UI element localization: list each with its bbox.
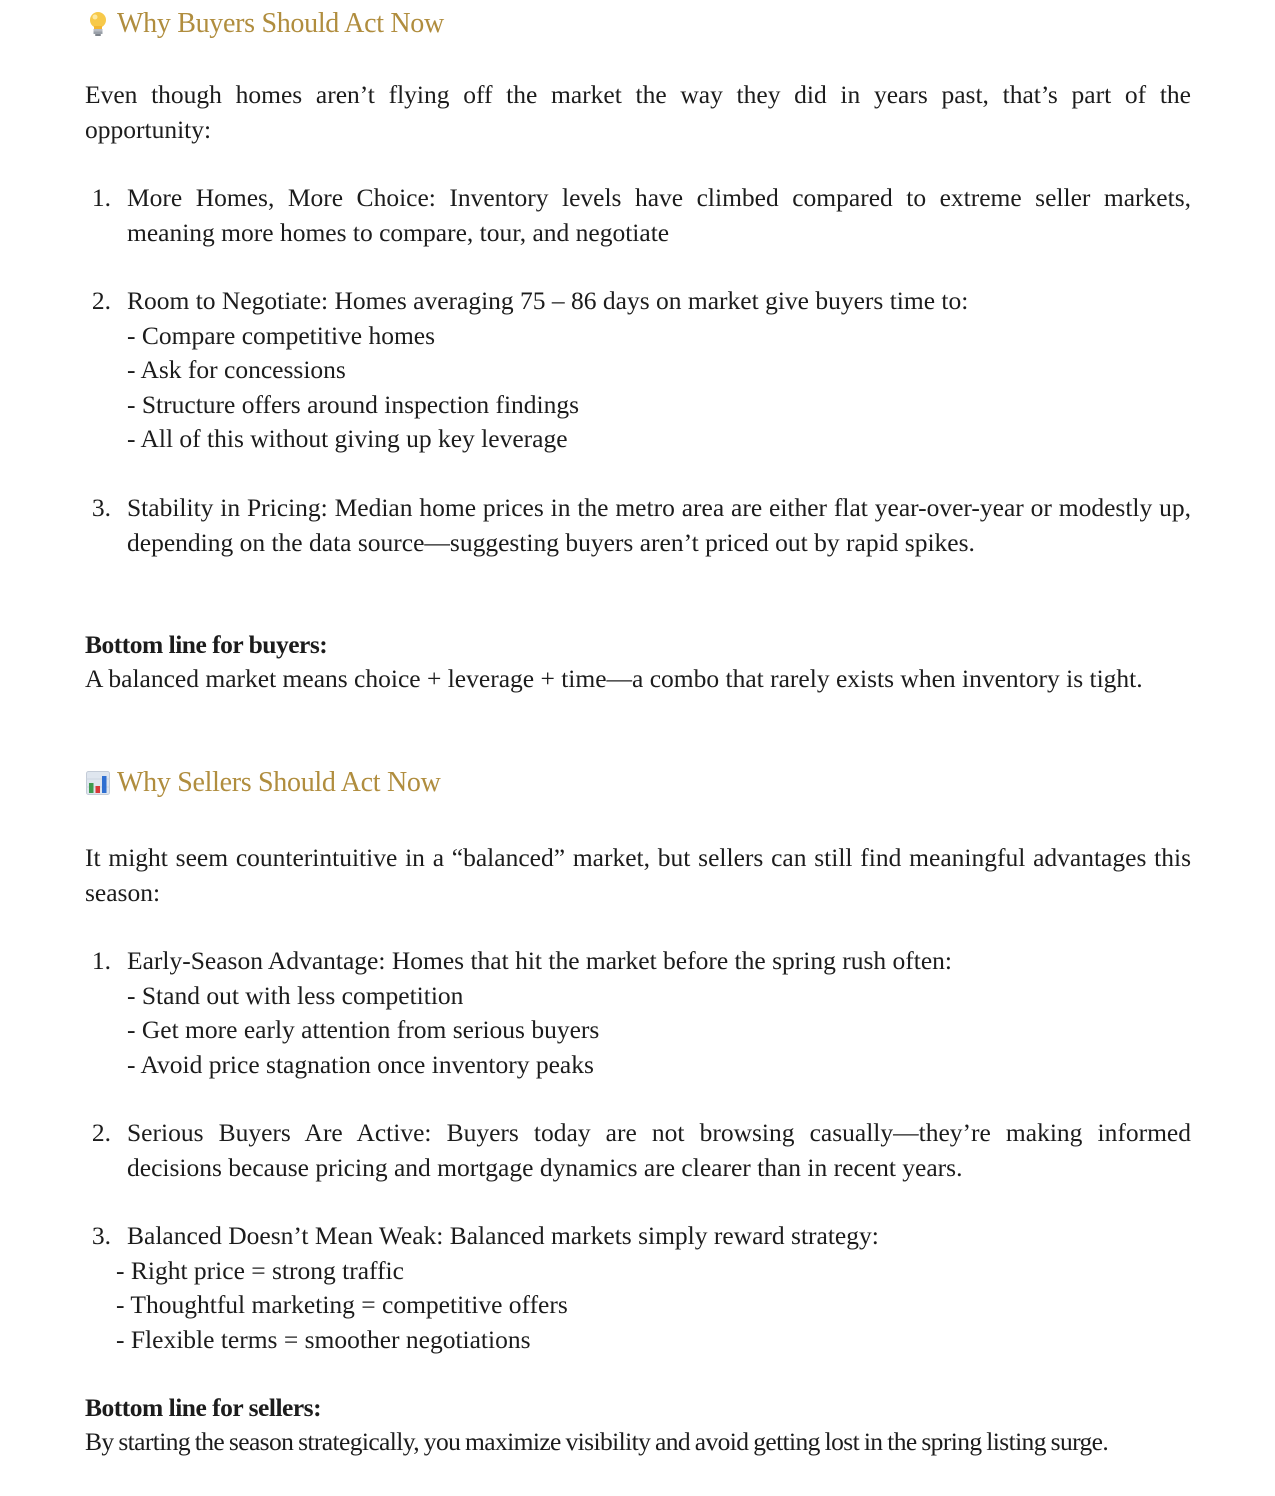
list-item-number: 1. bbox=[91, 946, 111, 975]
sellers-reasons-list-3 bbox=[85, 1219, 1191, 1357]
sellers-intro-paragraph: It might seem counterintuitive in a “balanced” market, but sellers can still find meaningful advantages this season: bbox=[85, 843, 1191, 907]
list-item bbox=[85, 284, 1191, 457]
sub-item: - Compare competitive homes bbox=[127, 320, 436, 350]
bar-chart-icon bbox=[85, 770, 111, 796]
sub-item: - Get more early attention from serious buyers bbox=[127, 1015, 600, 1044]
buyers-reasons-list bbox=[85, 181, 1191, 250]
list-item-text: Serious Buyers Are Active: Buyers today are not browsing casually—they’re making informed decisions because pricing and mortgage dynamics are clearer than in recent years. bbox=[127, 1118, 1191, 1182]
list-item bbox=[85, 491, 1191, 560]
list-item-text: Balanced Doesn’t Mean Weak: Balanced markets simply reward strategy: bbox=[127, 1221, 879, 1250]
sellers-reasons-list bbox=[85, 944, 1191, 1082]
sellers-bottom-line-label: Bottom line for sellers: bbox=[85, 1393, 322, 1422]
sub-item: - Ask for concessions bbox=[127, 355, 346, 384]
list-item-number: 3. bbox=[91, 1221, 111, 1250]
sub-item: - Avoid price stagnation once inventory peaks bbox=[127, 1049, 594, 1079]
list-item-number: 2. bbox=[91, 286, 111, 315]
list-item-text: Room to Negotiate: Homes averaging 75 – 86 days on market give buyers time to: bbox=[127, 286, 969, 315]
list-item bbox=[85, 944, 1191, 1082]
buyers-intro-paragraph: Even though homes aren’t flying off the market the way they did in years past, that’s part of the opportunity: bbox=[85, 80, 1191, 144]
list-item-number: 3. bbox=[91, 493, 111, 522]
sub-item: - Flexible terms = smoother negotiations bbox=[116, 1324, 531, 1354]
buyers-bottom-line-label: Bottom line for buyers: bbox=[85, 630, 328, 659]
lightbulb-icon bbox=[85, 11, 111, 37]
sub-item: - Right price = strong traffic bbox=[116, 1255, 404, 1285]
buyers-section-heading bbox=[85, 7, 1191, 41]
list-item-text: Stability in Pricing: Median home prices in the metro area are either flat year-over-year or modestly up, depending on the data source—suggesting buyers aren’t priced out by rapid spikes. bbox=[127, 493, 1191, 557]
sub-item: - Stand out with less competition bbox=[127, 980, 464, 1010]
buyers-reasons-list-3 bbox=[85, 491, 1191, 560]
list-item-number: 1. bbox=[91, 183, 111, 212]
sellers-section-heading bbox=[85, 766, 1191, 800]
list-item bbox=[85, 1219, 1191, 1357]
sub-item: - Thoughtful marketing = competitive offers bbox=[116, 1290, 568, 1319]
sellers-heading-text: Why Sellers Should Act Now bbox=[117, 767, 441, 798]
buyers-reasons-list-2 bbox=[85, 284, 1191, 457]
sellers-reasons-list-2 bbox=[85, 1116, 1191, 1185]
list-item bbox=[85, 1116, 1191, 1185]
sub-item: - All of this without giving up key leverage bbox=[127, 424, 568, 453]
sellers-bottom-line-text: By starting the season strategically, you maximize visibility and avoid getting lost in the spring listing surge. bbox=[85, 1427, 1109, 1456]
list-item-number: 2. bbox=[91, 1118, 111, 1147]
sub-item: - Structure offers around inspection findings bbox=[127, 389, 580, 419]
list-item-text: More Homes, More Choice: Inventory levels have climbed compared to extreme seller markets, meaning more homes to compare, tour, and negotiate bbox=[127, 183, 1191, 247]
list-item-text: Early-Season Advantage: Homes that hit the market before the spring rush often: bbox=[127, 946, 952, 975]
buyers-heading-text: Why Buyers Should Act Now bbox=[117, 8, 444, 39]
list-item bbox=[85, 181, 1191, 250]
buyers-bottom-line-text: A balanced market means choice + leverage + time—a combo that rarely exists when inventory is tight. bbox=[85, 664, 1143, 693]
